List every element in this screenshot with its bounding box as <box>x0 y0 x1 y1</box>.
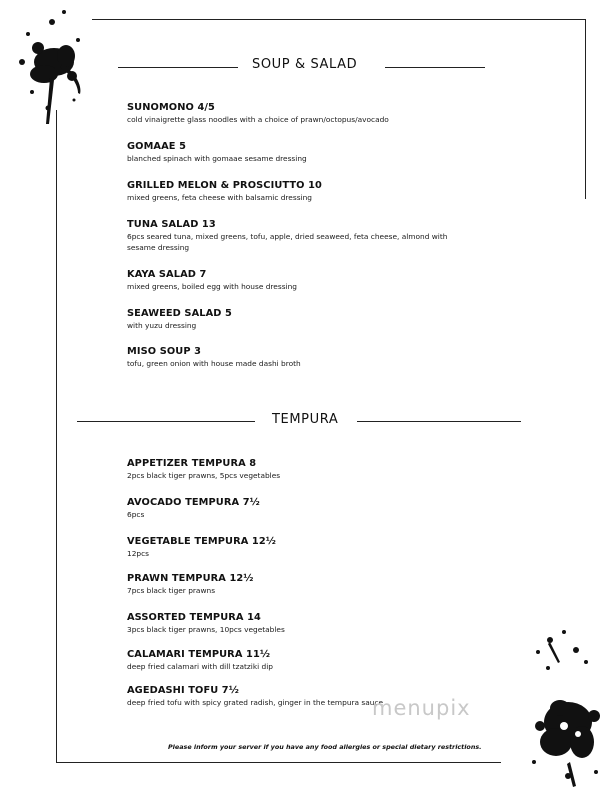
item-name: AGEDASHI TOFU 7½ <box>127 685 239 696</box>
ink-splatter-top-left <box>8 4 90 129</box>
item-name: APPETIZER TEMPURA 8 <box>127 458 257 469</box>
item-name: GOMAAE 5 <box>127 141 187 152</box>
watermark: menupix <box>372 696 471 720</box>
menu-item-tuna-salad <box>127 218 467 253</box>
tempura-rule-right <box>357 421 521 422</box>
item-description: with yuzu dressing <box>127 321 197 330</box>
menu-item-agedashi-tofu <box>127 684 547 708</box>
item-name: TUNA SALAD 13 <box>127 219 216 230</box>
item-name: MISO SOUP 3 <box>127 346 202 357</box>
tempura-rule-left <box>77 421 255 422</box>
soup-salad-title: SOUP & SALAD <box>252 57 358 72</box>
item-description: mixed greens, boiled egg with house dressing <box>127 282 297 291</box>
menu-item-grilled-melon <box>127 179 547 203</box>
item-name: ASSORTED TEMPURA 14 <box>127 612 261 623</box>
menu-item-assorted-tempura <box>127 611 547 635</box>
menu-item-kaya-salad <box>127 268 547 292</box>
item-description: 6pcs seared tuna, mixed greens, tofu, apple, dried seaweed, feta cheese, almond with sesame dressing <box>127 232 448 252</box>
item-name: KAYA SALAD 7 <box>127 269 207 280</box>
frame-left-line <box>56 110 57 763</box>
menu-item-appetizer-tempura <box>127 457 547 481</box>
item-description: deep fried tofu with spicy grated radish, ginger in the tempura sauce <box>127 698 384 707</box>
item-description: tofu, green onion with house made dashi broth <box>127 359 301 368</box>
menu-item-sunomono <box>127 101 547 125</box>
item-description: 2pcs black tiger prawns, 5pcs vegetables <box>127 471 281 480</box>
frame-right-line <box>585 19 586 199</box>
allergy-footnote: Please inform your server if you have any food allergies or special dietary restrictions. <box>168 743 482 751</box>
soup-salad-rule-right <box>385 67 485 68</box>
item-description: mixed greens, feta cheese with balsamic dressing <box>127 193 312 202</box>
item-name: PRAWN TEMPURA 12½ <box>127 573 254 584</box>
item-description: cold vinaigrette glass noodles with a choice of prawn/octopus/avocado <box>127 115 389 124</box>
frame-bottom-line <box>56 762 501 763</box>
item-description: deep fried calamari with dill tzatziki dip <box>127 662 273 671</box>
soup-salad-rule-left <box>118 67 238 68</box>
frame-top-line <box>92 19 586 20</box>
menu-item-miso-soup <box>127 345 547 369</box>
item-name: VEGETABLE TEMPURA 12½ <box>127 536 276 547</box>
menu-item-calamari-tempura <box>127 648 547 672</box>
menu-item-seaweed-salad <box>127 307 547 331</box>
menu-item-prawn-tempura <box>127 572 547 596</box>
menu-item-gomaae <box>127 140 547 164</box>
item-name: SEAWEED SALAD 5 <box>127 308 232 319</box>
menu-item-vegetable-tempura <box>127 535 547 559</box>
item-name: CALAMARI TEMPURA 11½ <box>127 649 271 660</box>
item-description: 7pcs black tiger prawns <box>127 586 216 595</box>
item-description: 12pcs <box>127 549 150 558</box>
item-description: 6pcs <box>127 510 145 519</box>
item-description: 3pcs black tiger prawns, 10pcs vegetables <box>127 625 285 634</box>
item-name: SUNOMONO 4/5 <box>127 102 215 113</box>
menu-item-avocado-tempura <box>127 496 547 520</box>
item-description: blanched spinach with gomaae sesame dressing <box>127 154 307 163</box>
item-name: GRILLED MELON & PROSCIUTTO 10 <box>127 180 322 191</box>
tempura-title: TEMPURA <box>272 412 339 427</box>
item-name: AVOCADO TEMPURA 7½ <box>127 497 260 508</box>
